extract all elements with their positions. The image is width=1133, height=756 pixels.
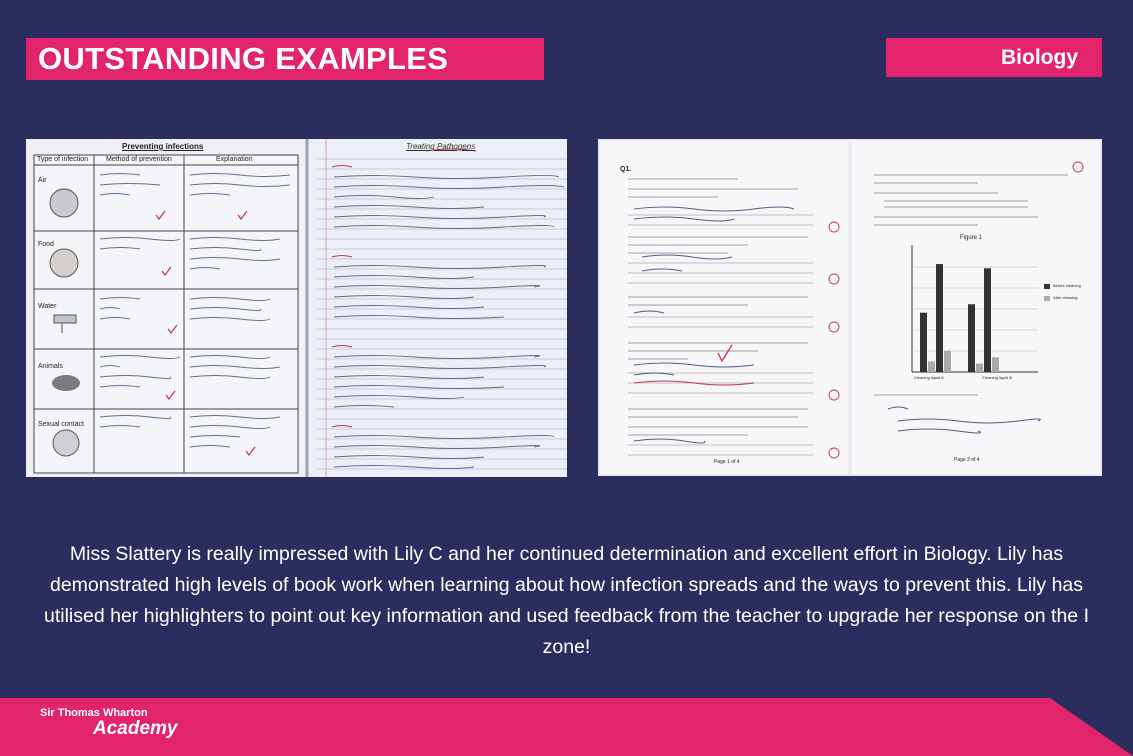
bar-before-2 (968, 304, 975, 372)
exercise-book-image (26, 139, 567, 477)
exercise-book-photo (26, 139, 567, 477)
row-label-animals: Animals (38, 363, 63, 370)
col-header-method: Method of prevention (106, 156, 172, 163)
bar-before-0 (920, 313, 927, 372)
notebook-heading: Treating Pathogens (406, 142, 476, 151)
col-header-explanation: Explanation (216, 156, 253, 163)
school-logo-name: Sir Thomas Wharton (40, 707, 148, 719)
bar-after-1 (944, 351, 951, 372)
row-label-sexual-contact: Sexual contact (38, 421, 84, 428)
col-header-type: Type of infection (37, 156, 88, 163)
bar-after-3 (992, 357, 999, 372)
subject-banner (886, 38, 1102, 77)
x-label-b: Cleaning liquid B (982, 375, 1013, 380)
page-number-left: Page 1 of 4 (714, 459, 740, 465)
row-label-water: Water (38, 303, 57, 310)
subject-label: Biology (1001, 46, 1078, 69)
x-label-a: Cleaning liquid A (914, 375, 944, 380)
table-title: Preventing infections (122, 142, 204, 151)
row-label-air: Air (38, 177, 47, 184)
school-logo-academy: Academy (93, 718, 178, 739)
exam-paper-photo (598, 139, 1102, 476)
bar-after-0 (928, 361, 935, 372)
bar-before-1 (936, 264, 943, 372)
page-title: OUTSTANDING EXAMPLES (38, 41, 449, 76)
figure-title: Figure 1 (960, 235, 983, 241)
page-number-right: Page 2 of 4 (954, 457, 980, 463)
legend-after: After cleaning (1053, 295, 1078, 300)
question-number: Q1. (620, 166, 632, 173)
bar-after-2 (976, 364, 983, 372)
exam-paper-image (598, 139, 1102, 476)
legend-before: Before cleaning (1053, 283, 1081, 288)
row-label-food: Food (38, 241, 54, 248)
description-text: Miss Slattery is really impressed with Lily C and her continued determination and excellent effort in Biology. Lily has demonstrated high levels of book work when learning about how infection spreads and the ways to prevent this. Lily has utilised her highlighters to point out key information and used feedback from the teacher to upgrade her response on the I zone! (44, 543, 1089, 658)
bar-before-3 (984, 268, 991, 372)
title-banner (26, 38, 544, 80)
